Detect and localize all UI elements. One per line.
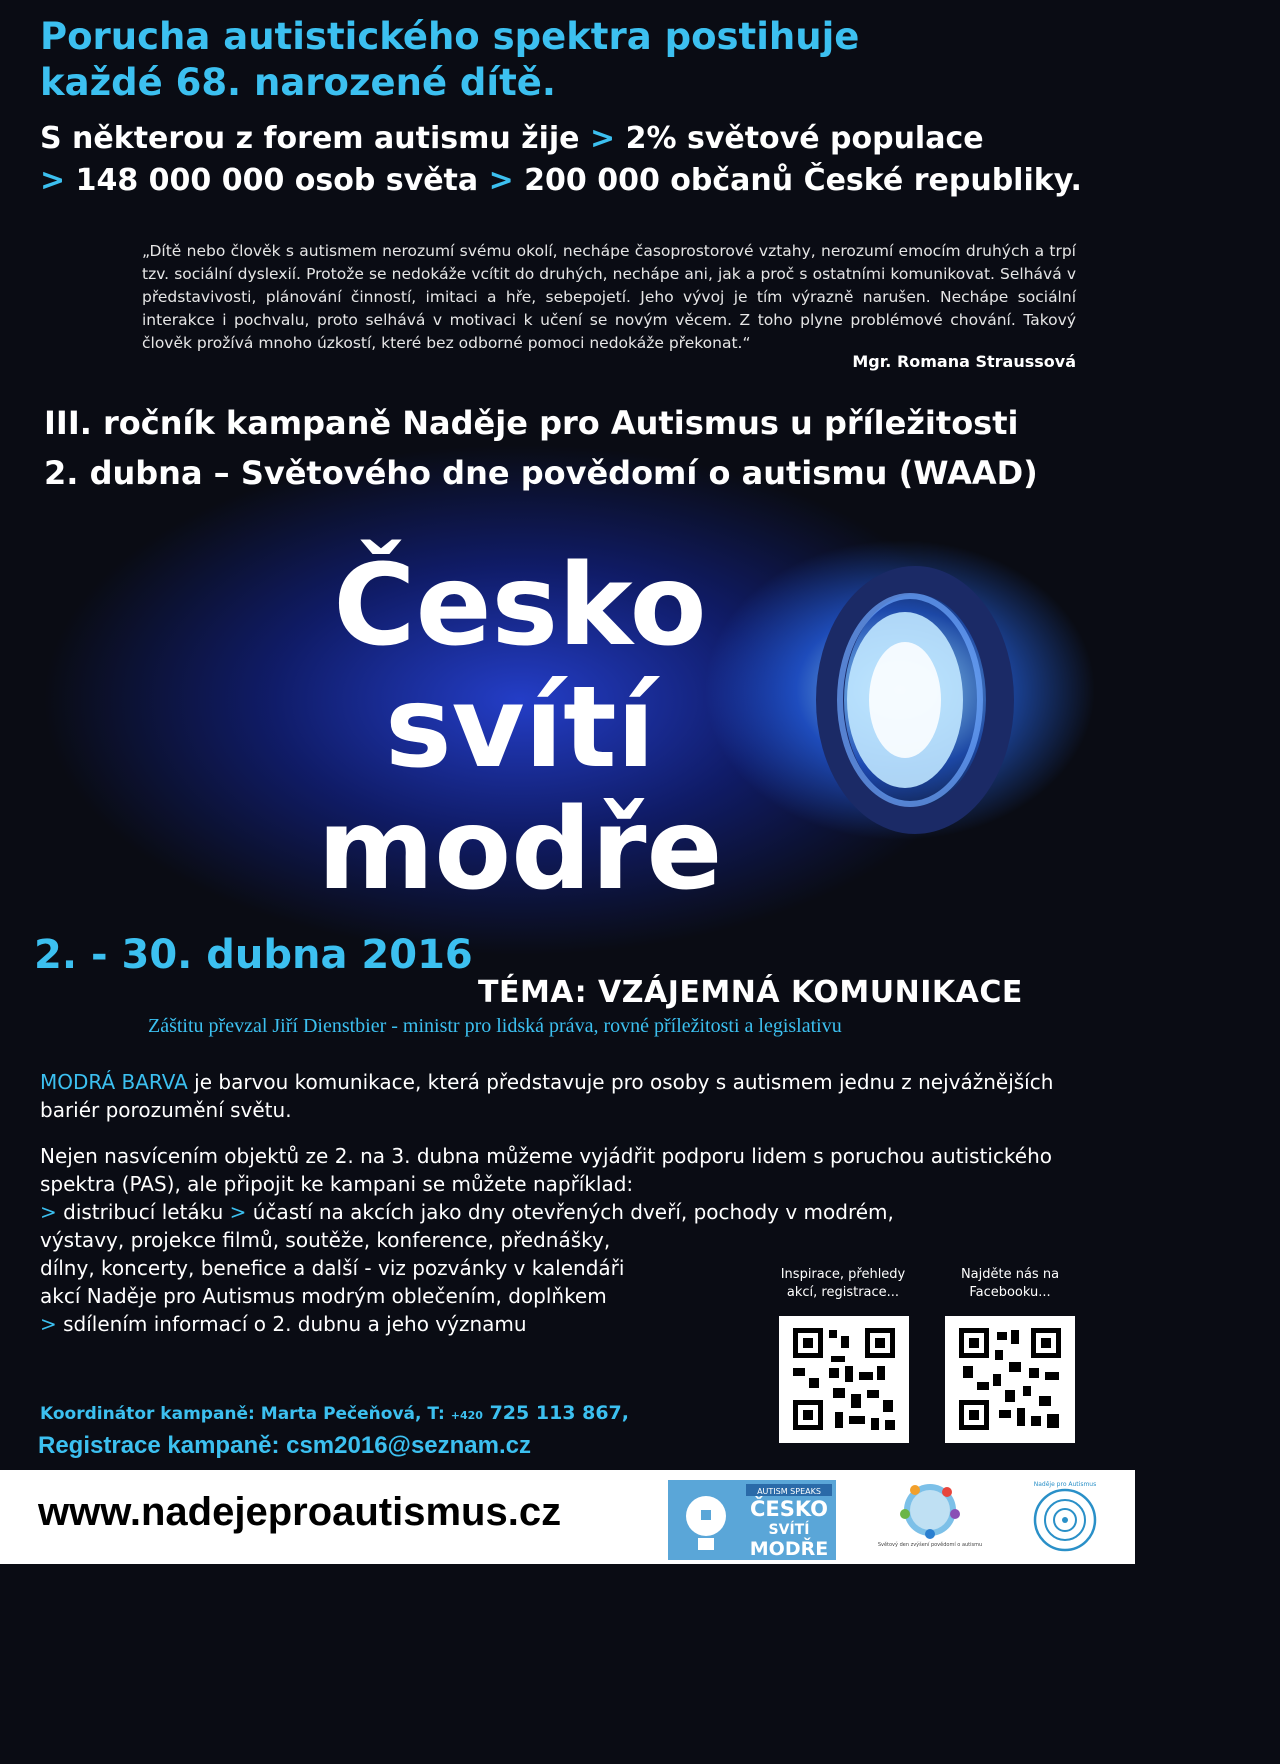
- logo-text-sviti: SVÍTÍ: [768, 1522, 810, 1538]
- coordinator-text: Koordinátor kampaně: Marta Pečeňová, T:: [40, 1404, 451, 1424]
- quote-author: Mgr. Romana Straussová: [852, 352, 1076, 371]
- campaign-heading: [44, 398, 1124, 498]
- cesko-sviti-modre-logo: [668, 1480, 836, 1560]
- list-item-continuation: dílny, koncerty, benefice a další - viz pozvánky v kalendáři: [40, 1256, 625, 1280]
- stat-population: 2% světové populace: [615, 121, 984, 156]
- paragraph-blue-color: [40, 1068, 1100, 1124]
- stat-prefix: S některou z forem autismu žije: [40, 121, 590, 156]
- arrow-icon: >: [40, 163, 66, 198]
- logo-text-modre: MODŘE: [749, 1538, 829, 1560]
- qr-label-facebook: Najděte nás na Facebooku...: [960, 1267, 1060, 1300]
- logo-caption-world-day: Světový den zvýšení povědomí o autismu: [877, 1542, 983, 1548]
- qr-code-web[interactable]: [779, 1316, 909, 1443]
- list-item-text: distribucí letáku: [56, 1200, 230, 1224]
- paragraph-1-text: je barvou komunikace, která představuje pro osoby s autismem jednu z nejvážnějších bariér porozumění světu.: [40, 1070, 1054, 1122]
- phone-number[interactable]: 725 113 867,: [482, 1402, 629, 1424]
- campaign-dates: 2. - 30. dubna 2016: [34, 932, 473, 978]
- paragraph-support: [40, 1142, 1100, 1338]
- list-item-continuation: akcí Naděje pro Autismus modrým oblečením, doplňkem: [40, 1284, 607, 1308]
- coordinator-contact: [40, 1402, 629, 1424]
- title-word-1: Česko: [333, 541, 707, 671]
- list-item-text: účastí na akcích jako dny otevřených dveří, pochody v modrém,: [246, 1200, 894, 1224]
- headline-line-2: každé 68. narozené dítě.: [40, 61, 556, 104]
- qr-code-icon: [945, 1316, 1075, 1443]
- world-autism-day-logo: [877, 1478, 983, 1558]
- list-item: [40, 1310, 1100, 1338]
- arrow-icon: >: [589, 121, 616, 156]
- title-word-2: svítí: [385, 663, 655, 793]
- arrow-icon: >: [488, 163, 514, 198]
- registration-email[interactable]: Registrace kampaně: csm2016@seznam.cz: [38, 1432, 531, 1459]
- headline: [40, 14, 1100, 106]
- list-item-continuation: výstavy, projekce filmů, soutěže, konference, přednášky,: [40, 1228, 611, 1252]
- campaign-title: [280, 541, 760, 915]
- statistics: [40, 118, 1120, 202]
- campaign-line-1: III. ročník kampaně Naděje pro Autismus u příležitosti: [44, 404, 1019, 442]
- list-item: [40, 1198, 1100, 1226]
- stat-line-1: [40, 118, 1120, 160]
- logo-caption-nadeje: Naděje pro Autismus: [1033, 1481, 1097, 1488]
- arrow-icon: >: [40, 1312, 57, 1336]
- highlight-blue-color: MODRÁ BARVA: [40, 1070, 188, 1094]
- stat-line-2: [40, 160, 1120, 202]
- qr-code-icon: [779, 1316, 909, 1443]
- qr-code-facebook[interactable]: [945, 1316, 1075, 1443]
- logo-text-cesko: ČESKO: [749, 1497, 829, 1521]
- theme-heading: TÉMA: VZÁJEMNÁ KOMUNIKACE: [478, 975, 1023, 1010]
- headline-line-1: Porucha autistického spektra postihuje: [40, 15, 860, 58]
- nadeje-pro-autismus-logo: [1015, 1476, 1115, 1560]
- spotlight-lamp-illustration: [795, 550, 1025, 860]
- list-item-text: sdílením informací o 2. dubnu a jeho významu: [56, 1312, 527, 1336]
- stat-world: 148 000 000 osob světa: [65, 163, 489, 198]
- footer: [0, 1470, 1135, 1564]
- qr-label-inspiration: Inspirace, přehledy akcí, registrace...: [780, 1267, 906, 1300]
- patronage-note: Záštitu převzal Jiří Dienstbier - ministr pro lidská práva, rovné příležitosti a legislativu: [148, 1015, 842, 1037]
- stat-czech: 200 000 občanů České republiky.: [513, 163, 1082, 198]
- title-word-3: modře: [317, 785, 723, 915]
- phone-prefix: +420: [450, 1409, 483, 1422]
- logo-text-autism-speaks: AUTISM SPEAKS: [757, 1487, 821, 1496]
- website-link[interactable]: www.nadejeproautismus.cz: [38, 1490, 562, 1534]
- quote-text: „Dítě nebo člověk s autismem nerozumí svému okolí, nechápe časoprostorové vztahy, nerozumí emocím druhých a trpí tzv. sociální dyslexií. Protože se nedokáže vcítit do druhých, nechápe ani, jak a proč s ostatními komunikovat. Selhává v představivosti, plánování činností, imitaci a hře, sebepojetí. Jeho vývoj je tím výrazně narušen. Nechápe sociální interakce i pochvalu, proto selhává v motivaci k učení se novým věcem. Z toho plyne problémové chování. Takový člověk prožívá mnoho úzkostí, které bez odborné pomoci nedokáže překonat.“: [142, 242, 1076, 352]
- arrow-icon: >: [40, 1200, 57, 1224]
- arrow-icon: >: [229, 1200, 247, 1224]
- paragraph-2-intro: Nejen nasvícením objektů ze 2. na 3. dubna můžeme vyjádřit podporu lidem s poruchou autistického spektra (PAS), ale připojit ke kampani se můžete například:: [40, 1144, 1053, 1196]
- campaign-line-2: 2. dubna – Světového dne povědomí o autismu (WAAD): [44, 454, 1038, 492]
